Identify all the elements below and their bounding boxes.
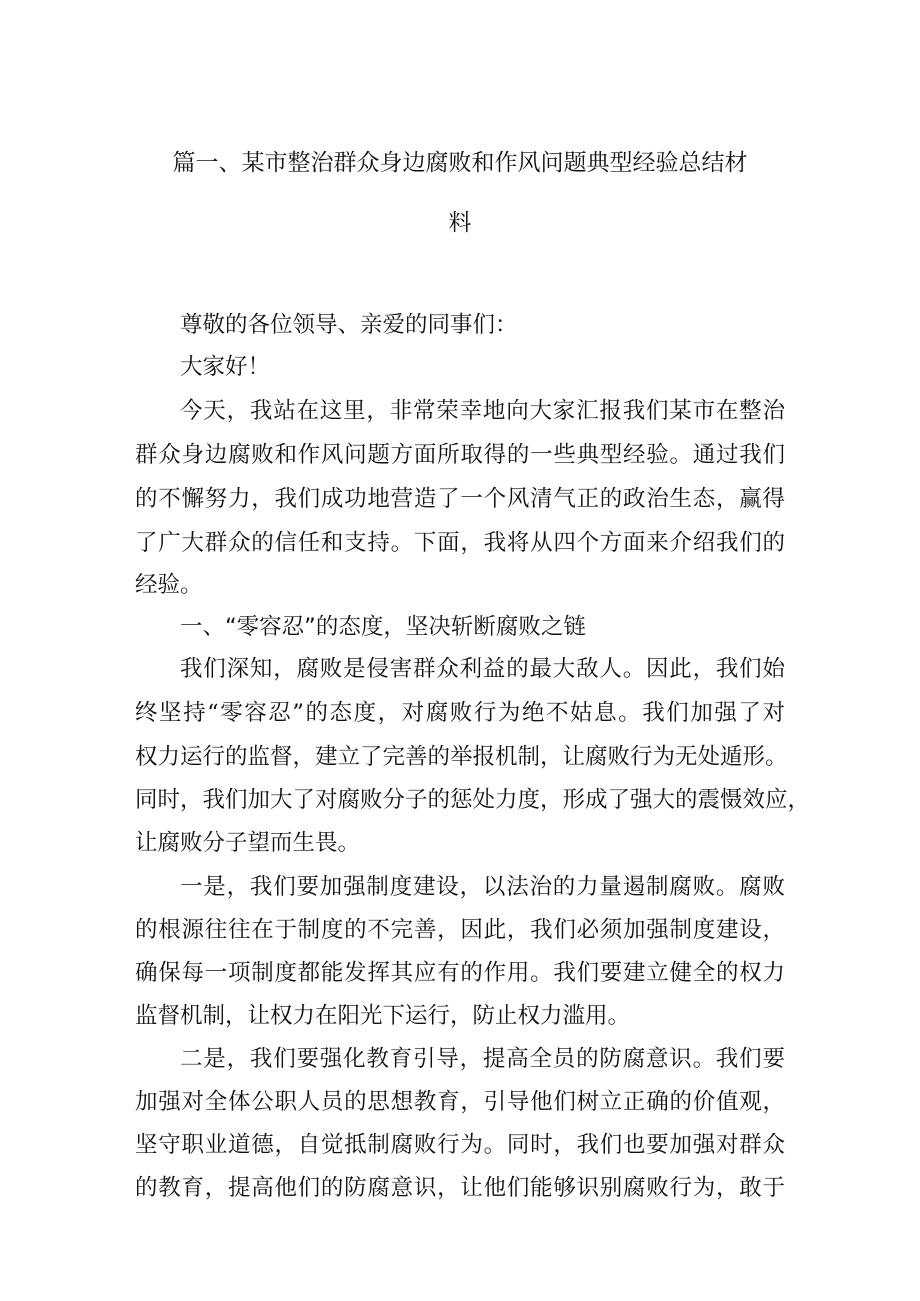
intro-line: 今天，我站在这里，非常荣幸地向大家汇报我们某市在整治 xyxy=(180,398,785,424)
section1-line: 我们深知，腐败是侵害群众利益的最大敌人。因此，我们始 xyxy=(180,656,785,682)
intro-line: 了广大群众的信任和支持。下面，我将从四个方面来介绍我们的 xyxy=(135,530,785,556)
point1-line: 一是，我们要加强制度建设，以法治的力量遏制腐败。腐败 xyxy=(180,874,785,900)
section1-line: 同时，我们加大了对腐败分子的惩处力度，形成了强大的震慑效应， xyxy=(135,787,811,813)
intro-line: 经验。 xyxy=(135,572,203,598)
section1-line: 权力运行的监督，建立了完善的举报机制，让腐败行为无处遁形。 xyxy=(135,744,788,770)
point1-line: 的根源往往在于制度的不完善，因此，我们必须加强制度建设， xyxy=(135,917,785,943)
section1-line: 让腐败分子望而生畏。 xyxy=(135,830,361,856)
salutation: 尊敬的各位领导、亲爱的同事们： xyxy=(180,312,518,338)
intro-line: 群众身边腐败和作风问题方面所取得的一些典型经验。通过我们 xyxy=(135,442,785,468)
document-title-line-2: 料 xyxy=(448,210,472,236)
point1-line: 监督机制，让权力在阳光下运行，防止权力滥用。 xyxy=(135,1003,631,1029)
point2-line: 坚守职业道德，自觉抵制腐败行为。同时，我们也要加强对群众 xyxy=(135,1132,785,1158)
section-heading-1: 一、“零容忍”的态度，坚决斩断腐败之链 xyxy=(180,614,586,640)
point2-line: 二是，我们要强化教育引导，提高全员的防腐意识。我们要 xyxy=(180,1046,785,1072)
greeting: 大家好！ xyxy=(180,354,271,380)
point2-line: 加强对全体公职人员的思想教育，引导他们树立正确的价值观， xyxy=(135,1089,785,1115)
point2-line: 的教育，提高他们的防腐意识，让他们能够识别腐败行为，敢于 xyxy=(135,1175,785,1201)
section1-line: 终坚持“零容忍”的态度，对腐败行为绝不姑息。我们加强了对 xyxy=(135,700,785,726)
intro-line: 的不懈努力，我们成功地营造了一个风清气正的政治生态，赢得 xyxy=(135,486,785,512)
document-title-line-1: 篇一、某市整治群众身边腐败和作风问题典型经验总结材 xyxy=(172,150,748,176)
point1-line: 确保每一项制度都能发挥其应有的作用。我们要建立健全的权力 xyxy=(135,960,785,986)
